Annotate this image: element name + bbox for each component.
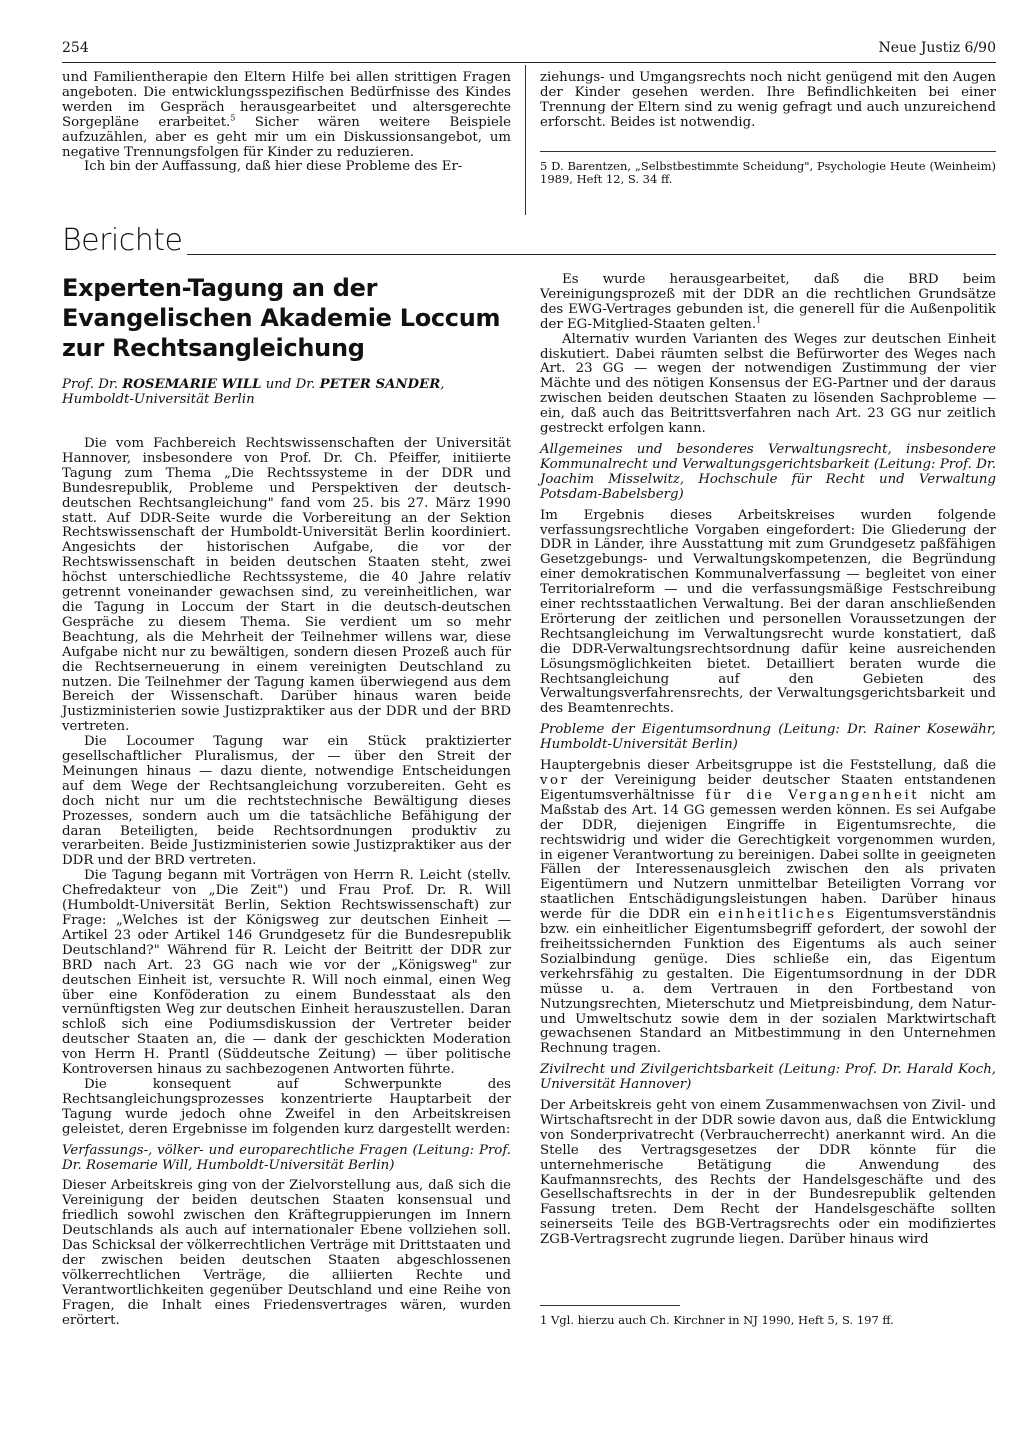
- paragraph: Dieser Arbeitskreis ging von der Zielvorstellung aus, daß sich die Vereinigung der beiden deutschen Staaten konsensual und friedlich sowohl zwischen den Kräftegruppierungen im Innern Deutschlands als auch auf internationaler Ebene vollziehen soll. Das Schicksal der völkerrechtlichen Verträge mit Drittstaaten und der zwischen beiden deutschen Staaten abgeschlossenen völkerrechtlichen Verträge, die alliierten Rechte und Verantwortlichkeiten gegenüber Deutschland und eine Reihe von Fragen, die Inhalt eines Friedensvertrages wären, wurden erörtert.: [62, 1178, 511, 1328]
- paragraph: Die konsequent auf Schwerpunkte des Rechtsangleichungsprozesses konzentrierte Hauptarbeit der Tagung wurde jedoch ohne Zweifel in den Arbeitskreisen geleistet, deren Ergebnisse im folgenden kurz dargestellt werden:: [62, 1076, 511, 1137]
- article-left-column: [62, 273, 511, 1328]
- column-divider: [525, 65, 526, 215]
- subheading: Allgemeines und besonderes Verwaltungsrecht, insbesondere Kommunalrecht und Verwaltungsgerichtsbarkeit (Leitung: Prof. Dr. Joachim Misselwitz, Hochschule für Recht und Verwaltung Potsdam-Babelsberg): [540, 441, 996, 502]
- paragraph: Alternativ wurden Varianten des Weges zur deutschen Einheit diskutiert. Dabei räumten selbst die Befürworter des Weges nach Art. 23 GG — wegen der notwendigen Zustimmung der vier Mächte und des nötigen Konsensus der EG-Partner und der daraus zwischen beiden deutschen Staaten zu lösenden Sachprobleme — ein, daß auch das Beitrittsverfahren nach Art. 23 GG nur zeitlich gestreckt erfolgen kann.: [540, 331, 996, 437]
- left-column-top: [62, 71, 511, 175]
- subheading: Zivilrecht und Zivilgerichtsbarkeit (Leitung: Prof. Dr. Harald Koch, Universität Hannover): [540, 1062, 996, 1093]
- page-number: 254: [62, 40, 89, 56]
- paragraph: Ich bin der Auffassung, daß hier diese Probleme des Er-: [84, 159, 463, 175]
- continued-article: [62, 65, 996, 215]
- section-title: Berichte: [62, 223, 183, 258]
- right-column-top: [540, 71, 996, 187]
- paragraph: Der Arbeitskreis geht von einem Zusammenwachsen von Zivil- und Wirtschaftsrecht in der DDR sowie davon aus, daß die Entwicklung von Sonderprivatrecht (Verbraucherrecht) anerkannt wird. An die Stelle des Vertragsgesetzes der DDR könnte für die unternehmerische Betätigung die Anwendung des Kaufmannsrechts, des Rechts der Handelsgeschäfte und des Gesellschaftsrechts in der in der Bundesrepublik geltenden Fassung treten. Dem Recht der Handelsgeschäfte sollten seinerseits Teile des BGB-Vertragsrechts oder ein modifiziertes ZGB-Vertragsrecht zugrunde liegen. Darüber hinaus wird: [540, 1098, 996, 1248]
- subheading: Verfassungs-, völker- und europarechtliche Fragen (Leitung: Prof. Dr. Rosemarie Will, Humboldt-Universität Berlin): [62, 1142, 511, 1173]
- paragraph: Die Tagung begann mit Vorträgen von Herrn R. Leicht (stellv. Chefredakteur von „Die Zeit") und Frau Prof. Dr. R. Will (Humboldt-Universität Berlin, Sektion Rechtswissenschaft) zur Frage: „Welches ist der Königsweg zur deutschen Einheit — Artikel 23 oder Artikel 146 Grundgesetz für die Bundesrepublik Deutschland?" Während für R. Leicht der Beitritt der DDR zur BRD nach Art. 23 GG nach wie vor der „Königsweg" zur deutschen Einheit ist, versuchte R. Will noch einmal, einen Weg über eine Konföderation zu einem Bundesstaat als den vernünftigsten Weg zur deutschen Einheit herauszustellen. Daran schloß sich eine Podiumsdiskussion der Vertreter beider deutscher Staaten an, die — dank der geschickten Moderation von Herrn H. Prantl (Süddeutsche Zeitung) — über politische Kontroversen hinaus zu sachbezogenen Antworten führte.: [62, 868, 511, 1078]
- article-footnote: [540, 1305, 996, 1328]
- header-rule: [62, 62, 996, 63]
- section-heading: [62, 221, 996, 263]
- paragraph: Die Locoumer Tagung war ein Stück praktizierter gesellschaftlicher Pluralismus, der — über den Streit der Meinungen hinaus — dazu diente, notwendige Entscheidungen auf dem Wege der Rechtsangleichung vorzubereiten. Geht es doch nicht nur um die rechtstechnische Bewältigung dieses Prozesses, sondern auch um die tatsächliche Befähigung der daran Beteiligten, beide Rechtsordnungen produktiv zu verarbeiten. Beide Justizministerien sowie Justizpraktiker aus der DDR und der BRD vertreten.: [62, 734, 511, 869]
- running-header: [62, 40, 996, 62]
- paragraph: Im Ergebnis dieses Arbeitskreises wurden folgende verfassungsrechtliche Vorgaben eingefordert: Die Gliederung der DDR in Länder, ihre Ausstattung mit zum Grundgesetz paßfähigen Gesetzgebungs- und Verwaltungskompetenzen, die Begründung einer demokratischen Kommunalverfassung — begleitet von einer Territorialreform — und die verfassungsmäßige Festschreibung einer rechtsstaatlichen Verwaltung. Bei der daran anschließenden Erörterung der zeitlichen und personellen Voraussetzungen der Rechtsangleichung im Verwaltungsrecht wurde konstatiert, daß die DDR-Verwaltungsrechtsordnung dafür keine ausreichenden Lösungsmöglichkeiten bietet. Detailliert beraten wurde die Rechtsangleichung auf den Gebieten des Verwaltungsverfahrensrechts, der Verwaltungsgerichtsbarkeit und des Beamtenrechts.: [540, 507, 996, 717]
- article-authors: Prof. Dr. ROSEMARIE WILL und Dr. PETER SANDER, Humboldt-Universität Berlin: [62, 377, 445, 407]
- footnote: 5 D. Barentzen, „Selbstbestimmte Scheidung", Psychologie Heute (Weinheim) 1989, Heft 12, S. 34 ff.: [540, 158, 996, 187]
- subheading: Probleme der Eigentumsordnung (Leitung: Dr. Rainer Kosewähr, Humboldt-Universität Berlin): [540, 722, 996, 753]
- paragraph: ziehungs- und Umgangsrechts noch nicht genügend mit den Augen der Kinder gesehen werden. Ihre Befindlichkeiten bei einer Trennung der Eltern sind zu wenig gefragt und auch unzureichend erforscht. Beides ist notwendig.: [540, 70, 996, 130]
- footnote-rule: [540, 1305, 680, 1306]
- paragraph: Hauptergebnis dieser Arbeitsgruppe ist die Feststellung, daß die vor der Vereinigung beider deutscher Staaten entstandenen Eigentumsverhältnisse für die Vergangenheit nicht am Maßstab des Art. 14 GG gemessen werden können. Es sei Aufgabe der DDR, diejenigen Eingriffe in Eigentumsrechte, die rechtswidrig und wider die Gerechtigkeit vorgenommen wurden, in eigener Verantwortung zu bereinigen. Dabei sollte in geeigneten Fällen der Interessenausgleich zwischen den als privaten Eigentümern und Nutzern unmittelbar Beteiligten Vorrang vor staatlichen Entschädigungsleistungen haben. Darüber hinaus werde für die DDR ein einheitliches Eigentumsverständnis bzw. ein einheitlicher Eigentumsbegriff gefordert, der sowohl der freiheitssichernden Funktion des Eigentums als auch seiner Sozialbindung genüge. Dies schließe ein, das Eigentum verkehrsfähig zu gestalten. Die Eigentumsordnung in der DDR müsse u. a. dem Vertrauen in den Fortbestand von Nutzungsrechten, Mieterschutz und Mietpreisbindung, dem Natur- und Umweltschutz sowie dem in der sozialen Marktwirtschaft gewachsenen Standard an Mitbestimmung in den Unternehmen Rechnung tragen.: [540, 758, 996, 1057]
- section-rule: [187, 254, 996, 255]
- paragraph: Es wurde herausgearbeitet, daß die BRD beim Vereinigungsprozeß mit der DDR an die rechtlichen Grundsätze des EWG-Vertrages gebunden ist, die generell für die Außenpolitik der EG-Mitglied-Staaten gelten.$^1$: [540, 272, 996, 332]
- article-right-column: [540, 273, 996, 1248]
- footnote: 1 Vgl. hierzu auch Ch. Kirchner in NJ 1990, Heft 5, S. 197 ff.: [540, 1313, 894, 1327]
- paragraph: Die vom Fachbereich Rechtswissenschaften der Universität Hannover, insbesondere von Prof. Dr. Ch. Pfeiffer, initiierte Tagung zum Thema „Die Rechtssysteme in der DDR und Bundesrepublik, Probleme und Perspektiven der deutsch-deutschen Rechtsangleichung" fand vom 25. bis 27. März 1990 statt. Auf DDR-Seite wurde die Vorbereitung an der Sektion Rechtswissenschaft der Humboldt-Universität Berlin koordiniert. Angesichts der historischen Aufgabe, die vor der Rechtswissenschaft in beiden deutschen Staaten steht, zwei höchst unterschiedliche Rechtssysteme, die 40 Jahre relativ getrennt voneinander gewachsen sind, zu vereinheitlichen, war die Tagung in Loccum der Start in die deutsch-deutschen Gespräche zu diesem Thema. Sie verdient um so mehr Beachtung, als die Mehrheit der Teilnehmer willens war, diese Aufgabe nicht nur zu bewältigen, sondern diesen Prozeß auch für die Rechtserneuerung in einem vereinigten Deutschland zu nutzen. Die Teilnehmer der Tagung kamen überwiegend aus dem Bereich der Wissenschaft. Darüber hinaus waren beide Justizministerien sowie Justizpraktiker aus der DDR und der BRD vertreten.: [62, 436, 511, 735]
- paragraph: und Familientherapie den Eltern Hilfe bei allen strittigen Fragen angeboten. Die entwicklungsspezifischen Bedürfnisse des Kindes werden im Gespräch herausgearbeitet und altersgerechte Sorgepläne erarbeitet.$^5$ Sicher wären weitere Beispiele aufzuzählen, aber es geht mir um ein Diskussionsangebot, um negative Trennungsfolgen für Kinder zu reduzieren.: [62, 70, 511, 160]
- footnote-rule: [540, 151, 996, 152]
- article-title: Experten-Tagung an der Evangelischen Akademie Loccum zur Rechtsangleichung: [62, 274, 501, 362]
- journal-issue: Neue Justiz 6/90: [878, 40, 996, 56]
